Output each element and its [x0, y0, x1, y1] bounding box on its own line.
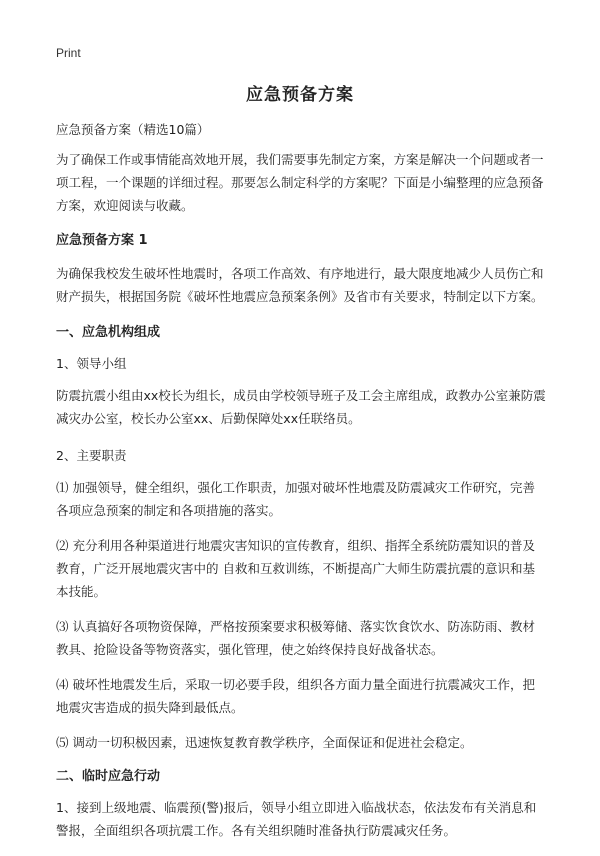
duty-item-4: ⑷ 破坏性地震发生后，采取一切必要手段，组织各方面力量全面进行抗震减灾工作，把地震灾害造成的损失降到最低点。: [56, 677, 535, 715]
page-title: 应急预备方案: [246, 85, 354, 105]
section2-heading: 二、临时应急行动: [56, 769, 161, 784]
plan1-intro-paragraph: 为确保我校发生破坏性地震时，各项工作高效、有序地进行，最大限度地减少人员伤亡和财产损失，根据国务院《破坏性地震应急预案条例》及省市有关要求，特制定以下方案。: [56, 266, 544, 304]
print-label[interactable]: Print: [56, 46, 81, 60]
document-subtitle: 应急预备方案（精选10篇）: [56, 122, 210, 137]
sub1-heading: 1、领导小组: [56, 356, 127, 371]
sub1-paragraph: 防震抗震小组由xx校长为组长，成员由学校领导班子及工会主席组成，政教办公室兼防震减灾办公室，校长办公室xx、后勤保障处xx任联络员。: [56, 388, 546, 426]
document-body: [56, 118, 546, 856]
duty-item-2: ⑵ 充分利用各种渠道进行地震灾害知识的宣传教育，组织、指挥全系统防震知识的普及教育，广泛开展地震灾害中的 自救和互救训练，不断提高广大师生防震抗震的意识和基本技能。: [56, 538, 535, 599]
section1-heading: 一、应急机构组成: [56, 325, 161, 340]
intro-paragraph: 为了确保工作或事情能高效地开展，我们需要事先制定方案，方案是解决一个问题或者一项工程，一个课题的详细过程。那要怎么制定科学的方案呢？下面是小编整理的应急预备方案，欢迎阅读与收藏。: [56, 152, 544, 213]
plan1-heading: 应急预备方案 1: [56, 233, 148, 248]
sub2-heading: 2、主要职责: [56, 448, 127, 463]
section2-paragraph: 1、接到上级地震、临震预(警)报后，领导小组立即进入临战状态，依法发布有关消息和警报，全面组织各项抗震工作。各有关组织随时准备执行防震减灾任务。: [56, 800, 537, 838]
duty-item-1: ⑴ 加强领导，健全组织，强化工作职责，加强对破坏性地震及防震减灾工作研究，完善各项应急预案的制定和各项措施的落实。: [56, 480, 535, 518]
duty-item-3: ⑶ 认真搞好各项物资保障，严格按预案要求积极筹储、落实饮食饮水、防冻防雨、教材教具、抢险设备等物资落实，强化管理，使之始终保持良好战备状态。: [56, 619, 535, 657]
duty-item-5: ⑸ 调动一切积极因素，迅速恢复教育教学秩序，全面保证和促进社会稳定。: [56, 735, 473, 750]
